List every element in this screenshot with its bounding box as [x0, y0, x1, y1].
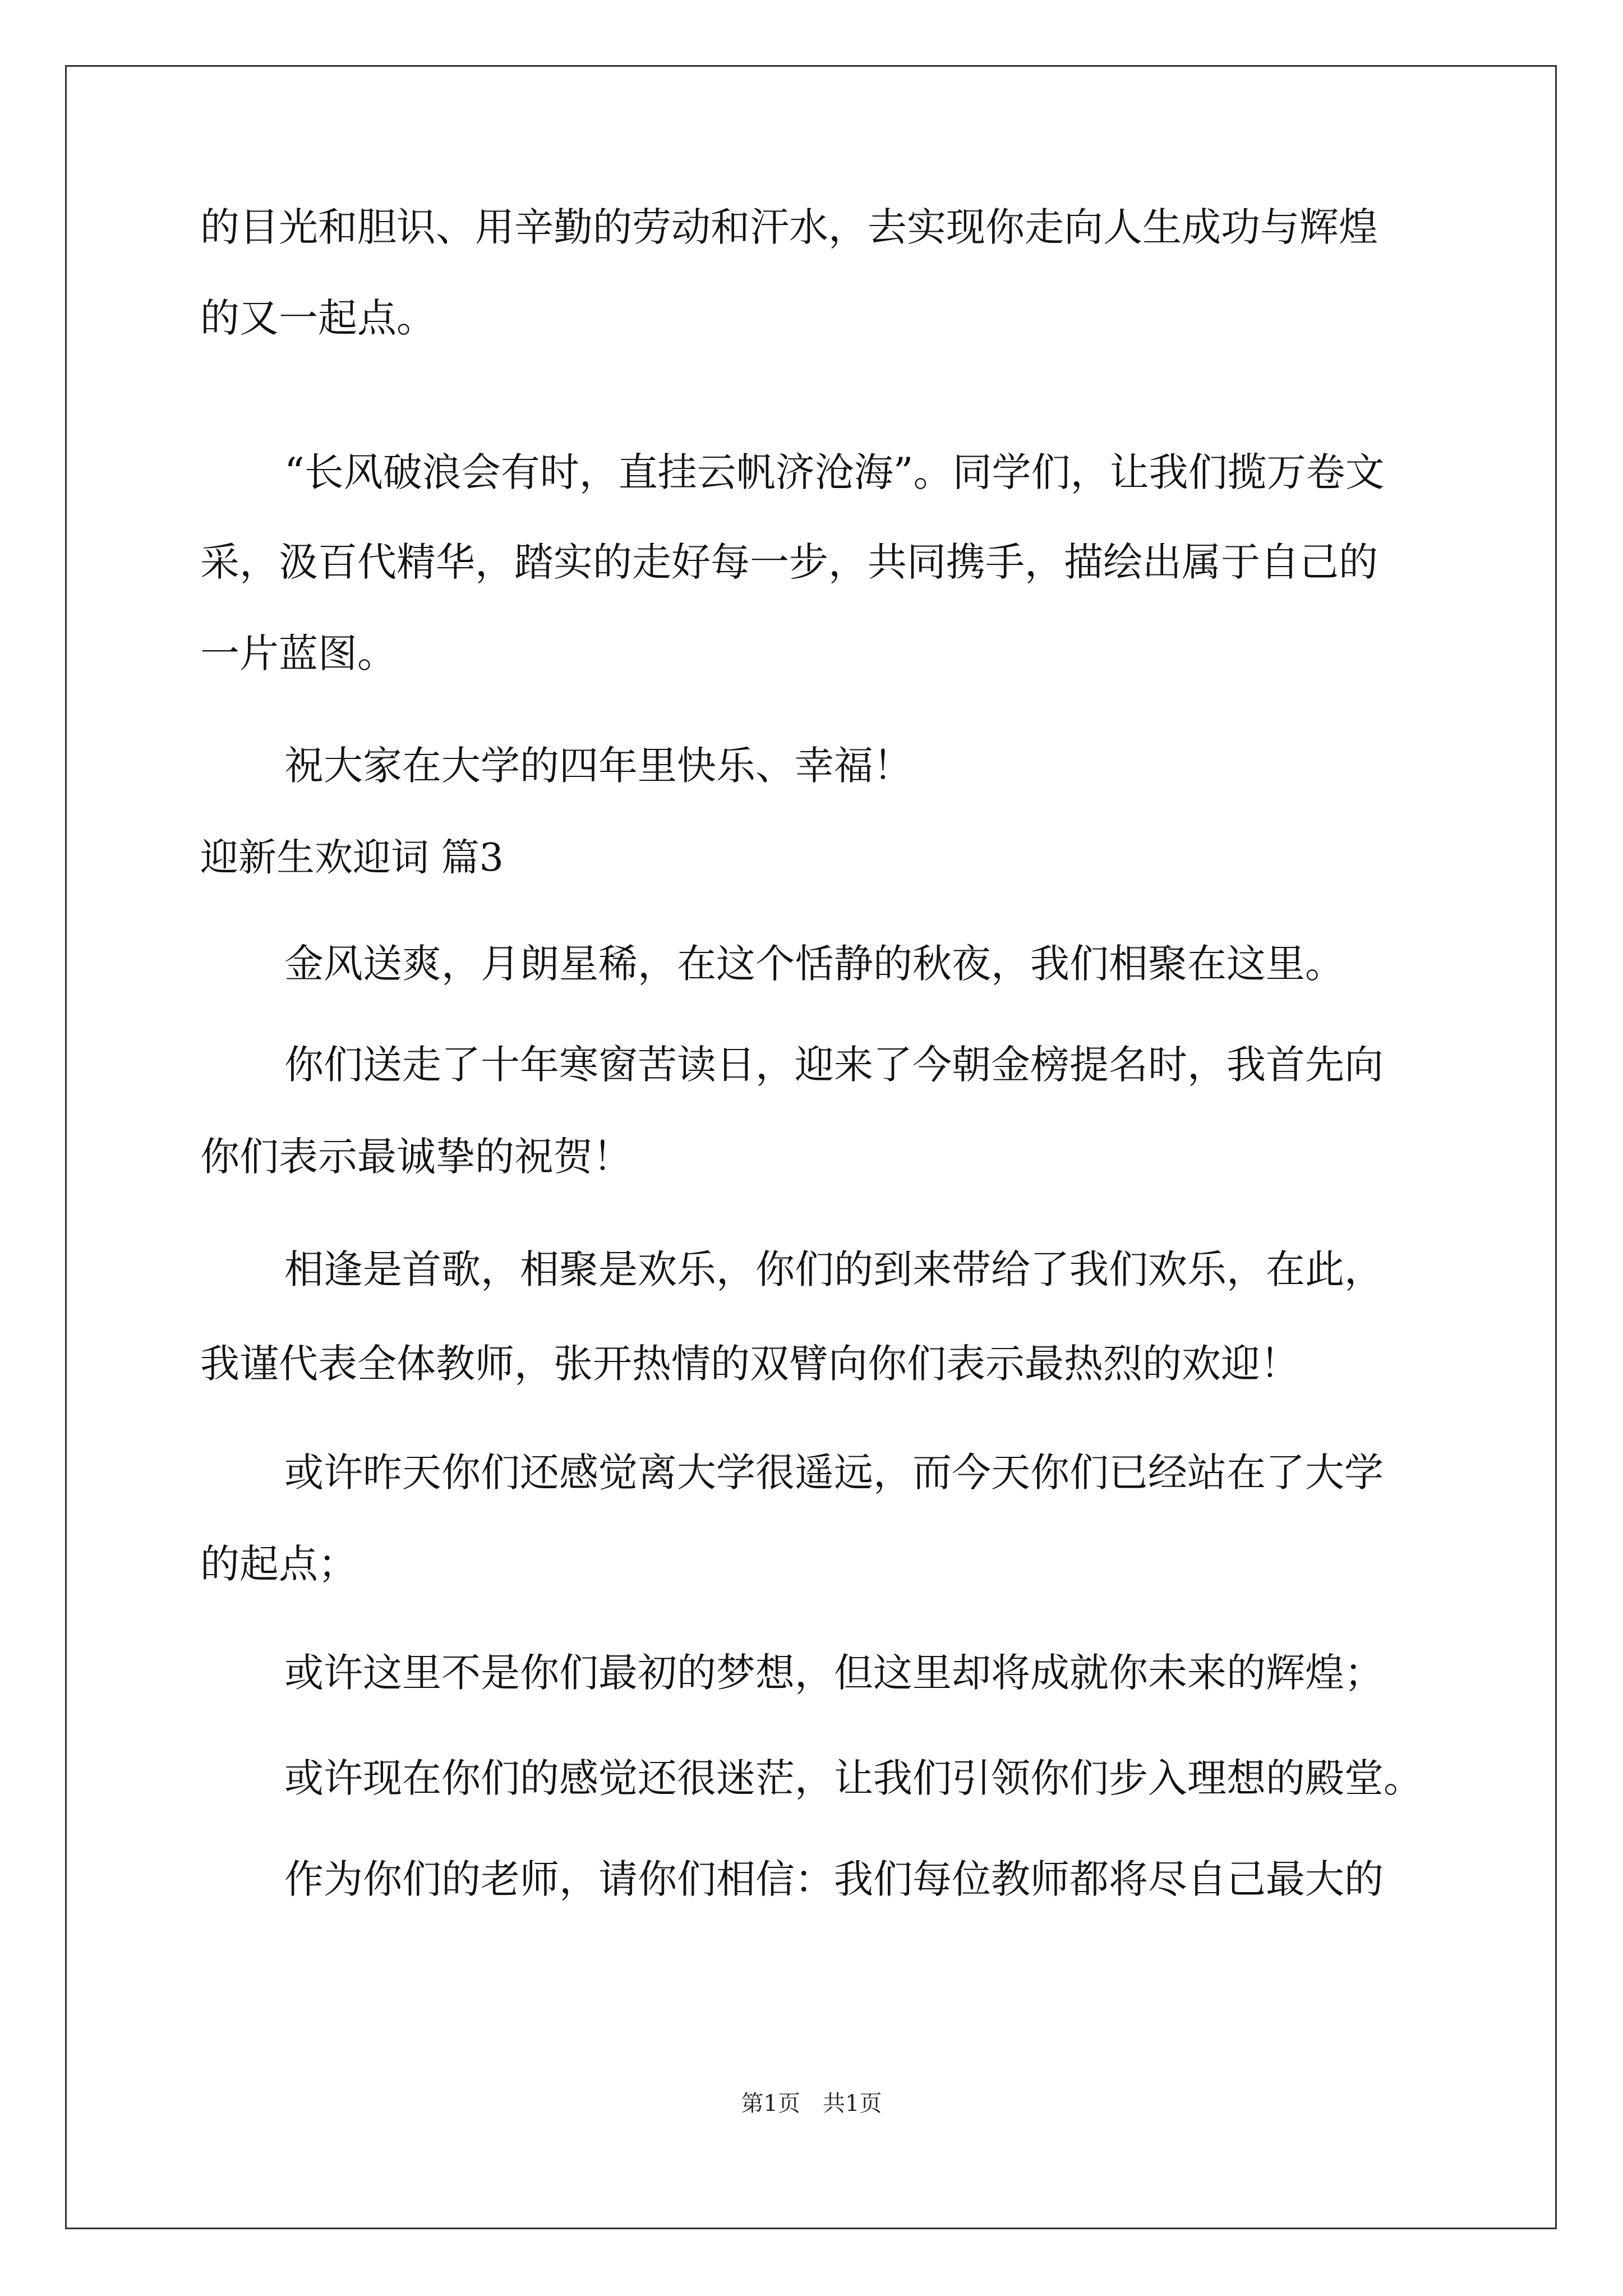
text-line: 的又一起点。 — [200, 295, 436, 341]
text-line: 相逢是首歌，相聚是欢乐，你们的到来带给了我们欢乐，在此， — [284, 1246, 1384, 1292]
text-line: 的目光和胆识、用辛勤的劳动和汗水，去实现你走向人生成功与辉煌 — [200, 204, 1378, 250]
text-line: 的起点； — [200, 1541, 357, 1587]
text-line: 一片蓝图。 — [200, 631, 396, 677]
page-footer: 第1页 共1页 — [741, 2091, 882, 2116]
text-line: 或许现在你们的感觉还很迷茫，让我们引领你们步入理想的殿堂。 — [284, 1755, 1423, 1801]
text-line: 你们表示最诚挚的祝贺！ — [200, 1134, 632, 1180]
text-line: 或许昨天你们还感觉离大学很遥远，而今天你们已经站在了大学 — [284, 1450, 1384, 1496]
text-line: 采，汲百代精华，踏实的走好每一步，共同携手，描绘出属于自己的 — [200, 539, 1378, 585]
section-heading: 迎新生欢迎词 篇3 — [200, 836, 504, 880]
text-line: 或许这里不是你们最初的梦想，但这里却将成就你未来的辉煌； — [284, 1650, 1384, 1696]
text-line: 我谨代表全体教师，张开热情的双臂向你们表示最热烈的欢迎！ — [200, 1341, 1299, 1387]
text-line: 祝大家在大学的四年里快乐、幸福！ — [284, 743, 912, 789]
text-line: 作为你们的老师，请你们相信：我们每位教师都将尽自己最大的 — [284, 1856, 1384, 1902]
text-line: 你们送走了十年寒窗苦读日，迎来了今朝金榜提名时，我首先向 — [284, 1042, 1384, 1088]
text-line: 金风送爽，月朗星稀，在这个恬静的秋夜，我们相聚在这里。 — [284, 941, 1344, 987]
text-line: “长风破浪会有时，直挂云帆济沧海”。同学们，让我们揽万卷文 — [284, 449, 1385, 495]
